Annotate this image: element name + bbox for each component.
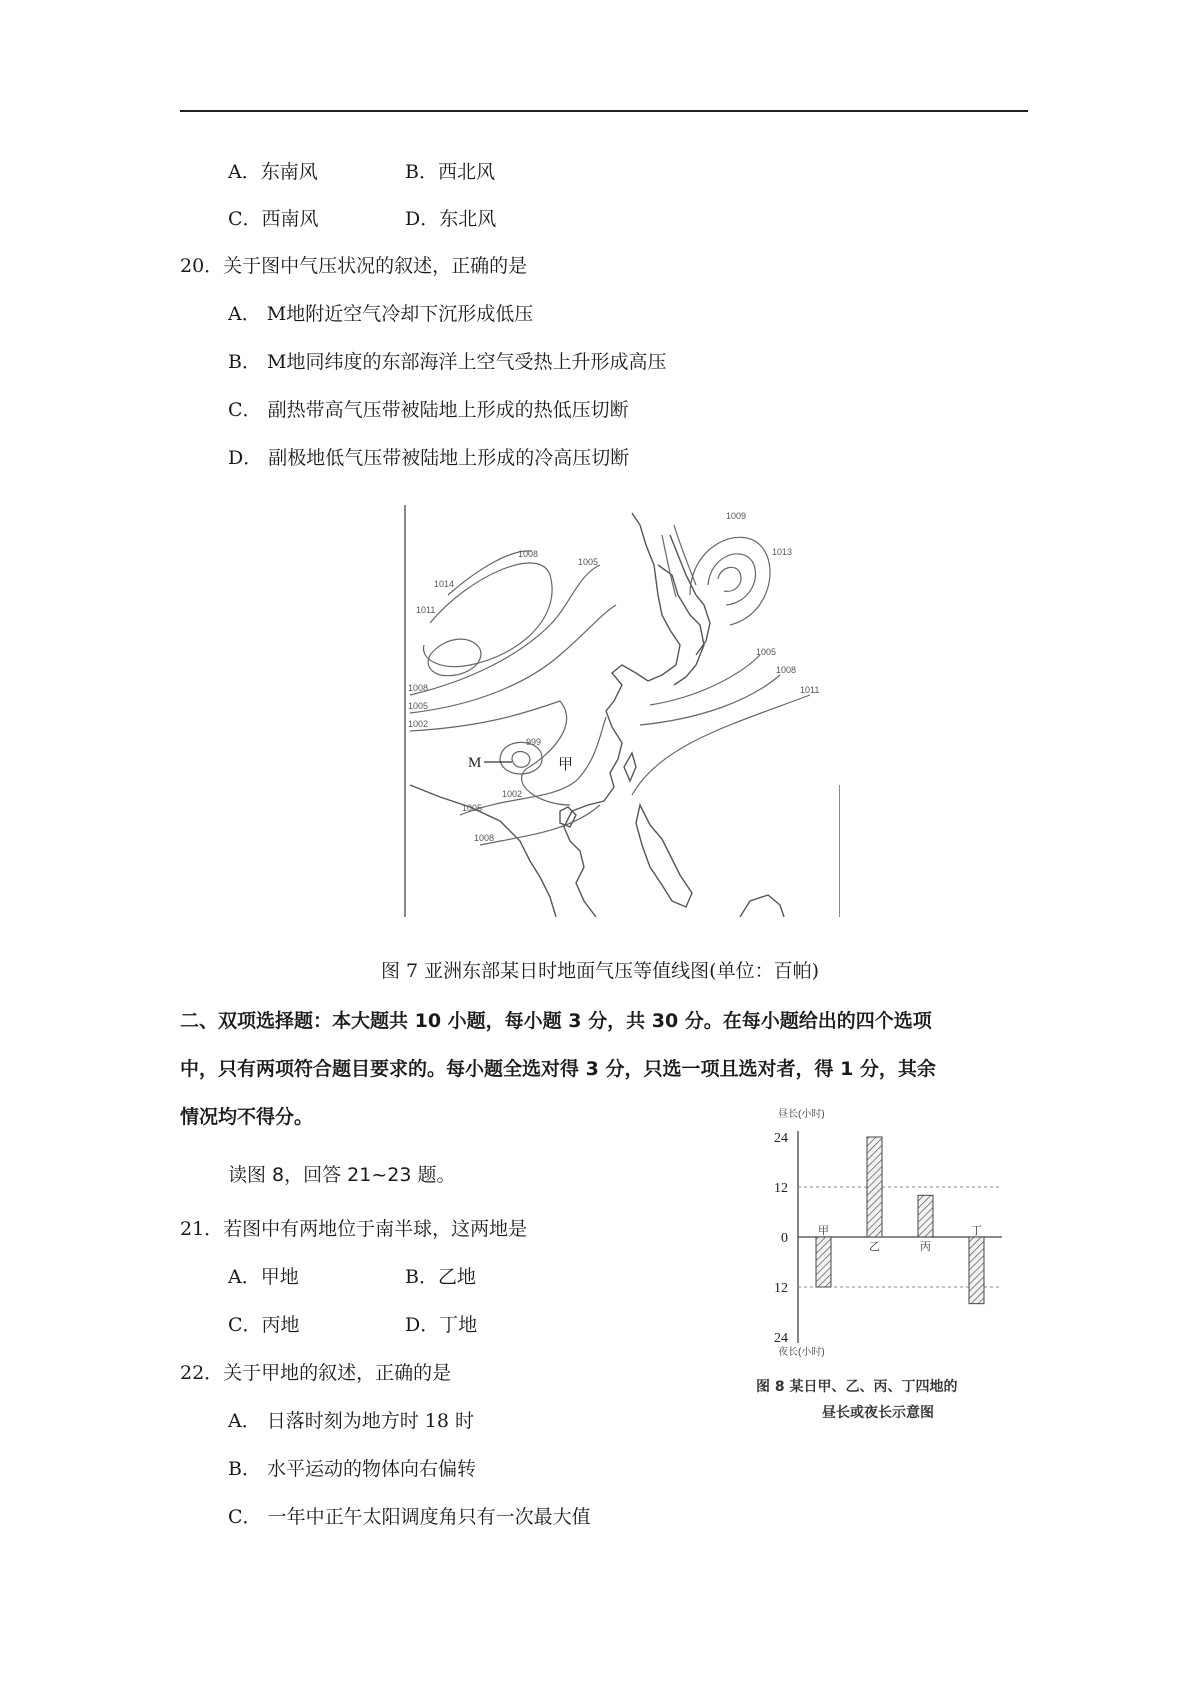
header-rule	[180, 110, 1028, 112]
label-1014: 1014	[434, 579, 455, 589]
daylength-chart	[752, 1105, 1012, 1435]
q19-option-b: B．西北风	[405, 161, 495, 183]
isobar-1005	[410, 605, 616, 713]
q22-option-c: C． 一年中正午太阳调度角只有一次最大值	[228, 1506, 591, 1528]
coastline	[564, 513, 680, 917]
isobar-ne-low-2	[708, 554, 756, 605]
philippines-outline	[636, 805, 692, 907]
chart-axes	[774, 1131, 1002, 1346]
chart-bars	[816, 1137, 984, 1304]
label-1002: 1002	[408, 719, 429, 729]
y-tick-label: 0	[781, 1231, 788, 1246]
label-1011-east: 1011	[800, 685, 820, 695]
isobar-ne-low-1	[690, 537, 770, 625]
label-1005-north: 1005	[578, 557, 599, 567]
q22-stem: 22．关于甲地的叙述，正确的是	[180, 1362, 452, 1384]
taiwan-outline	[624, 753, 636, 781]
isobar-ne-low-3	[718, 567, 741, 591]
read-figure8: 读图 8，回答 21~23 题。	[228, 1164, 456, 1186]
q20-stem: 20．关于图中气压状况的叙述，正确的是	[180, 255, 528, 277]
label-1011: 1011	[416, 605, 436, 615]
label-1005-south: 1005	[462, 803, 483, 813]
korea-outline	[658, 565, 704, 685]
category-label: 丁	[971, 1225, 982, 1237]
chart-title-line2: 昼长或夜长示意图	[822, 1405, 934, 1421]
isobar-map	[400, 505, 840, 917]
figure7-caption: 图 7 亚洲东部某日时地面气压等值线图(单位：百帕)	[381, 960, 819, 982]
q21-option-c: C．丙地	[228, 1314, 300, 1336]
category-label: 乙	[869, 1241, 880, 1253]
isobar-east-1008	[640, 675, 780, 725]
q20-option-d: D． 副极地低气压带被陆地上形成的冷高压切断	[228, 447, 630, 469]
section2-line1: 二、双项选择题：本大题共 10 小题，每小题 3 分，共 30 分。在每小题给出的四个选项	[180, 1010, 932, 1032]
label-jia: 甲	[558, 757, 574, 773]
label-1008-south: 1008	[474, 833, 495, 843]
section2-line3: 情况均不得分。	[180, 1106, 314, 1128]
category-label: 甲	[818, 1225, 829, 1237]
label-1008-north: 1008	[518, 549, 539, 559]
q21-stem: 21．若图中有两地位于南半球，这两地是	[180, 1218, 528, 1240]
section2-line2: 中，只有两项符合题目要求的。每小题全选对得 3 分，只选一项且选对者，得 1 分，其余	[180, 1058, 936, 1080]
borneo-outline	[740, 895, 784, 917]
q22-option-a: A． 日落时刻为地方时 18 时	[228, 1410, 475, 1432]
q21-option-d: D．丁地	[405, 1314, 478, 1336]
q19-option-c: C．西南风	[228, 208, 319, 230]
label-1002-south: 1002	[502, 789, 523, 799]
label-1013-ne: 1013	[772, 547, 793, 557]
label-1008: 1008	[408, 683, 429, 693]
isobar-1005-south	[460, 717, 606, 815]
q19-option-a: A．东南风	[228, 161, 318, 183]
bar-3	[969, 1237, 984, 1304]
isobar-1002	[410, 701, 570, 805]
y-tick-label: 12	[774, 1181, 788, 1196]
indochina-outline	[410, 785, 556, 917]
y-tick-label: 12	[774, 1281, 788, 1296]
label-1009-ne: 1009	[726, 511, 747, 521]
q19-option-d: D．东北风	[405, 208, 497, 230]
q20-option-b: B． M地同纬度的东部海洋上空气受热上升形成高压	[228, 351, 667, 373]
q20-option-a: A． M地附近空气冷却下沉形成低压	[228, 303, 534, 325]
q20-option-c: C． 副热带高气压带被陆地上形成的热低压切断	[228, 399, 629, 421]
isobar-m-low	[500, 742, 542, 774]
label-1005-east: 1005	[756, 647, 777, 657]
bar-0	[816, 1237, 831, 1287]
q22-option-b: B． 水平运动的物体向右偏转	[228, 1458, 477, 1480]
q21-option-b: B．乙地	[405, 1266, 476, 1288]
q21-option-a: A．甲地	[228, 1266, 299, 1288]
label-m: M	[468, 755, 482, 771]
category-label: 丙	[920, 1241, 931, 1253]
isobar-m-low-inner	[512, 752, 530, 768]
label-1005: 1005	[408, 701, 429, 711]
chart-title-line1: 图 8 某日甲、乙、丙、丁四地的	[756, 1379, 958, 1395]
y-tick-label: 24	[774, 1131, 788, 1146]
isobar-1008-south	[480, 805, 600, 845]
ylabel-top: 昼长(小时)	[778, 1109, 825, 1120]
label-999: 999	[526, 737, 542, 747]
isobar-1008-ring	[428, 639, 481, 676]
label-1008-east: 1008	[776, 665, 797, 675]
isobar-east-1011	[632, 695, 810, 795]
y-tick-label: 24	[774, 1331, 788, 1346]
bar-2	[918, 1195, 933, 1237]
isobar-east-1005	[650, 655, 760, 705]
ylabel-bottom: 夜长(小时)	[778, 1347, 825, 1358]
bar-1	[867, 1137, 882, 1237]
